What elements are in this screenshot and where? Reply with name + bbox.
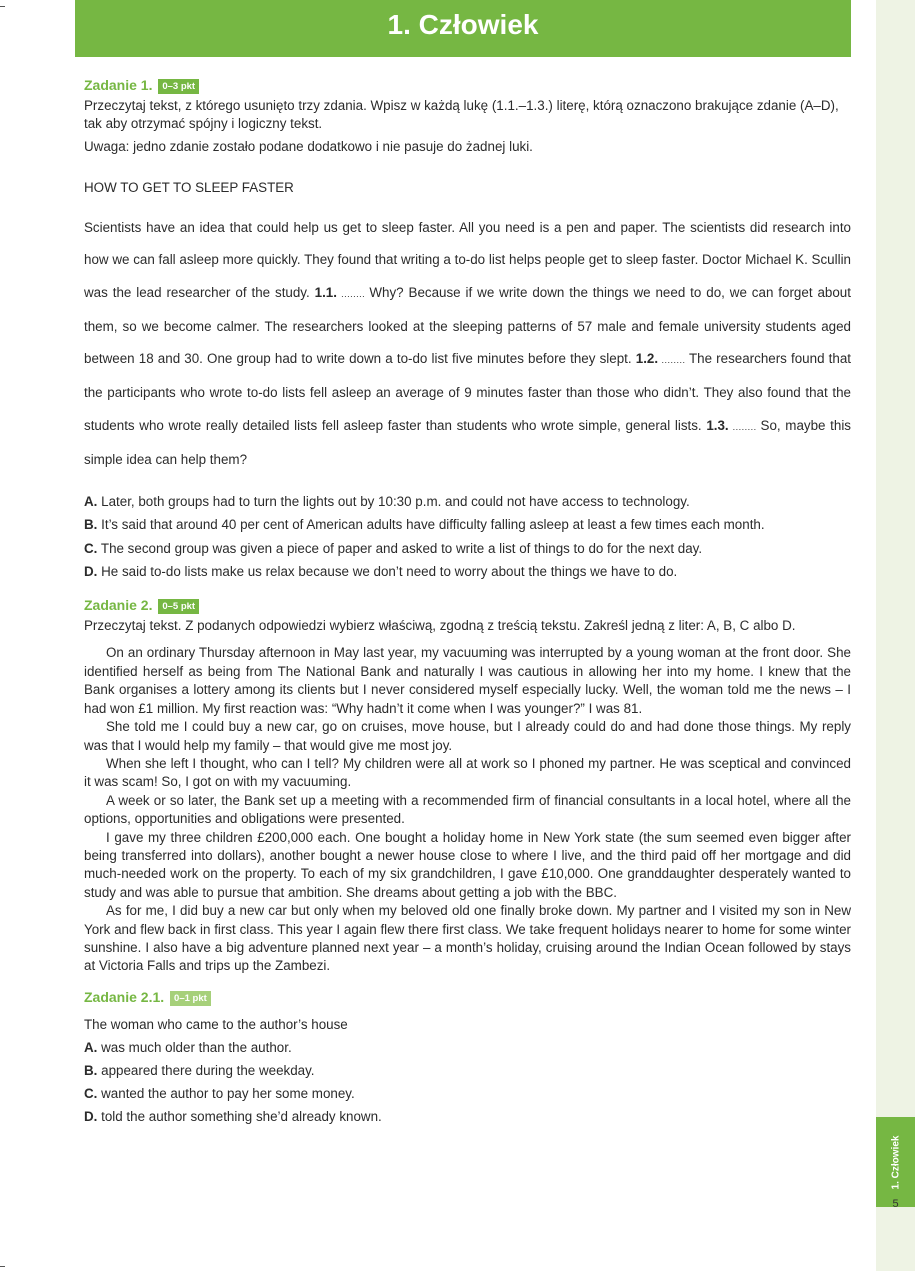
story-paragraph: When she left I thought, who can I tell? My children were all at work so I phoned my partner. He was sceptical and convinced it was scam! So, I got on with my vacuuming. — [84, 755, 851, 790]
task-2-points-badge: 0–5 pkt — [158, 599, 199, 614]
story-paragraph: A week or so later, the Bank set up a meeting with a recommended firm of financial consultants in a local hotel, where all the options, opportunities and obligations were presented. — [84, 792, 851, 827]
answer-text: told the author something she’d already known. — [97, 1108, 382, 1124]
note-text: jedno zdanie zostało podane dodatkowo i nie pasuje do żadnej luki. — [129, 138, 533, 154]
task-2 — [84, 595, 851, 976]
chapter-title: 1. Człowiek — [75, 0, 851, 57]
answer-choices — [84, 1036, 851, 1128]
page-content — [84, 75, 851, 1128]
gap-2-blank[interactable]: ........ — [658, 355, 689, 366]
option-text: It’s said that around 40 per cent of American adults have difficulty falling asleep at least a few times each month. — [97, 517, 765, 533]
gap-1-blank[interactable]: ........ — [336, 289, 370, 300]
article-part-1: Scientists have an idea that could help us get to sleep faster. All you need is a pen and paper. The scientists did research into how we can fall asleep more quickly. They found that writing a to-do list helps people get to sleep faster. Doctor Michael K. Scullin was the lead researcher of the study. — [84, 219, 851, 301]
crop-mark-bottom — [0, 1266, 5, 1267]
article-part-3: The researchers found that the participants who wrote to-do lists fell asleep an average of 9 minutes faster than those who didn’t. They also found that the students who wrote really detailed lists fell asleep faster than students who wrote simple, general lists. — [84, 351, 852, 433]
option-letter: A. — [84, 494, 98, 510]
note-label: Uwaga: — [84, 138, 130, 154]
option-d — [84, 560, 851, 583]
answer-a[interactable] — [84, 1036, 851, 1059]
option-a — [84, 490, 851, 513]
story-paragraph: She told me I could buy a new car, go on cruises, move house, but I already could do and had done those things. My reply was that I would help my family – that would give me most joy. — [84, 719, 851, 753]
article-title: HOW TO GET TO SLEEP FASTER — [84, 180, 294, 196]
question-stem: The woman who came to the author’s house — [84, 1016, 348, 1032]
answer-text: was much older than the author. — [97, 1039, 292, 1055]
task-2-1-title: Zadanie 2.1. — [84, 988, 165, 1005]
option-letter: D. — [84, 563, 98, 579]
answer-letter[interactable]: D. — [84, 1108, 98, 1124]
crop-mark-top — [0, 6, 5, 7]
option-text: The second group was given a piece of paper and asked to write a list of things to do for the next day. — [97, 540, 703, 556]
story-paragraph: As for me, I did buy a new car but only when my beloved old one finally broke down. My partner and I visited my son in New York and flew back in first class. This year I again flew there first class. We take frequent holidays nearer to home for some winter sunshine. I also have a big adventure planned next year – a month’s holiday, cruising around the Indian Ocean followed by stays at Victoria Falls and trips up the Zambezi. — [84, 903, 851, 974]
task-1 — [84, 75, 851, 583]
answer-letter[interactable]: C. — [84, 1085, 98, 1101]
answer-text: wanted the author to pay her some money. — [97, 1085, 355, 1101]
answer-b[interactable] — [84, 1059, 851, 1082]
task-2-1 — [84, 987, 851, 1128]
answer-c[interactable] — [84, 1082, 851, 1105]
option-letter: C. — [84, 540, 98, 556]
task-1-points-badge: 0–3 pkt — [158, 79, 199, 94]
task-1-note — [84, 138, 851, 156]
article-text — [84, 212, 851, 477]
task-2-title: Zadanie 2. — [84, 597, 153, 614]
option-text: Later, both groups had to turn the lights out by 10:30 p.m. and could not have access to technology. — [97, 494, 690, 510]
task-2-heading — [84, 595, 851, 615]
article-part-2: Why? Because if we write down the things we need to do, we can forget about them, so we become calmer. The researchers looked at the sleeping patterns of 57 male and female university students aged between 18 and 30. One group had to write down a to-do list five minutes before they slept. — [84, 285, 851, 367]
answer-letter[interactable]: A. — [84, 1039, 98, 1055]
task-1-options — [84, 490, 851, 583]
task-2-1-heading — [84, 987, 851, 1007]
story-paragraph: On an ordinary Thursday afternoon in May last year, my vacuuming was interrupted by a young woman at the front door. She identified herself as being from The National Bank and naturally I was cautious in allowing her into my home. I knew that the Bank organises a lottery among its clients but I never considered myself especially lucky. Well, the woman told me the news – I had won £1 million. My first reaction was: “Why hadn’t it come when I was younger?” I was 81. — [84, 645, 851, 716]
answer-d[interactable] — [84, 1105, 851, 1128]
task-1-title: Zadanie 1. — [84, 77, 153, 93]
chapter-side-tab-label: 1. Człowiek — [890, 1135, 901, 1189]
option-b — [84, 513, 851, 536]
article-part-4: So, maybe this simple idea can help them? — [84, 417, 851, 467]
option-text: He said to-do lists make us relax because we don’t need to worry about the things we have to do. — [97, 563, 678, 579]
page-number: 5 — [892, 1198, 899, 1210]
gap-3-label: 1.3. — [706, 417, 729, 433]
option-letter: B. — [84, 517, 98, 533]
task-2-instruction: Przeczytaj tekst. Z podanych odpowiedzi wybierz właściwą, zgodną z treścią tekstu. Zakreśl jedną z liter: A, B, C albo D. — [84, 618, 796, 634]
chapter-side-tab-label-wrap — [876, 1117, 915, 1207]
option-c — [84, 537, 851, 560]
answer-text: appeared there during the weekday. — [97, 1062, 315, 1078]
task-1-heading — [84, 75, 851, 95]
task-1-instruction: Przeczytaj tekst, z którego usunięto trzy zdania. Wpisz w każdą lukę (1.1.–1.3.) literę, którą oznaczono brakujące zdanie (A–D), tak aby otrzymać spójny i logiczny tekst. — [84, 98, 839, 132]
story-paragraph: I gave my three children £200,000 each. One bought a holiday home in New York state (the sum seemed even bigger after being transferred into dollars), another bought a newer house close to where I live, and the third paid off her mortgage and did much-needed work on the property. To each of my six grandchildren, I gave £10,000. One granddaughter desperately wanted to study and was able to pursue that ambition. She dreams about getting a job with the BBC. — [84, 829, 851, 900]
gap-3-blank[interactable]: ........ — [728, 421, 761, 432]
task-2-1-points-badge: 0–1 pkt — [170, 991, 211, 1006]
gap-2-label: 1.2. — [635, 351, 659, 367]
story-text — [84, 644, 851, 975]
answer-letter[interactable]: B. — [84, 1062, 98, 1078]
chapter-sidebar — [876, 0, 915, 1271]
gap-1-label: 1.1. — [314, 285, 337, 301]
